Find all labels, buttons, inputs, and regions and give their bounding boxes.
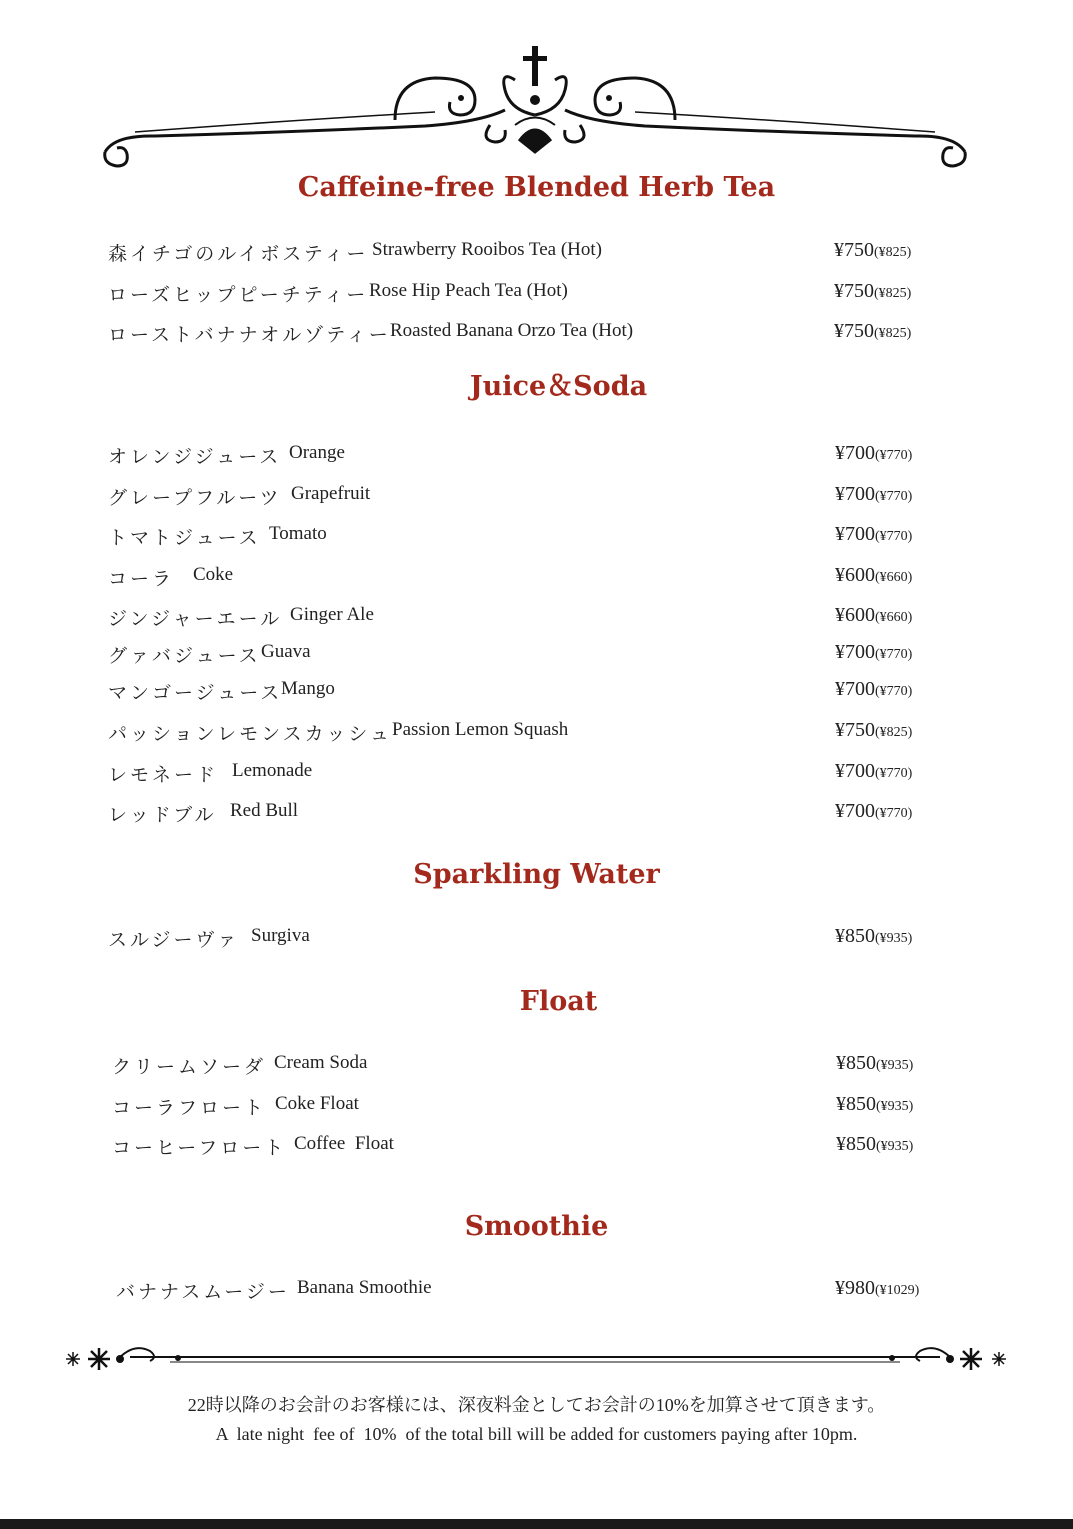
price-value: ¥850 <box>835 925 875 947</box>
item-price <box>835 564 912 587</box>
price-with-tax: (¥770) <box>875 647 913 662</box>
item-name-jp: トマトジュース <box>108 528 261 549</box>
item-price <box>835 483 912 506</box>
list-item <box>108 483 708 513</box>
item-name-jp: バナナスムージー <box>116 1282 290 1303</box>
price-value: ¥700 <box>835 678 875 700</box>
list-item <box>116 1277 716 1307</box>
bottom-divider-icon <box>60 1335 1010 1380</box>
price-value: ¥750 <box>835 719 875 741</box>
item-price <box>836 1133 913 1156</box>
price-with-tax: (¥770) <box>875 684 913 699</box>
price-value: ¥700 <box>835 442 875 464</box>
list-item <box>108 523 708 553</box>
item-name-en: Orange <box>289 442 345 463</box>
item-name-jp: パッションレモンスカッシュ <box>108 724 393 745</box>
item-price <box>835 442 912 465</box>
item-price <box>835 719 912 742</box>
price-with-tax: (¥825) <box>874 286 912 301</box>
list-item <box>108 719 708 749</box>
bottom-bar <box>0 1519 1073 1529</box>
price-value: ¥700 <box>835 523 875 545</box>
list-item <box>108 320 708 350</box>
list-item <box>108 564 708 594</box>
price-with-tax: (¥770) <box>875 529 913 544</box>
price-value: ¥850 <box>836 1052 876 1074</box>
item-name-en: Coke <box>193 564 234 585</box>
item-name-en: Red Bull <box>230 800 299 821</box>
price-value: ¥980 <box>835 1277 875 1299</box>
price-value: ¥700 <box>835 483 875 505</box>
price-value: ¥600 <box>835 564 875 586</box>
item-name-en: Mango <box>281 678 335 699</box>
item-price <box>835 678 912 701</box>
item-name-en: Passion Lemon Squash <box>392 719 569 740</box>
price-with-tax: (¥935) <box>876 1099 914 1114</box>
list-item <box>108 604 708 634</box>
price-value: ¥600 <box>835 604 875 626</box>
item-name-en: Tomato <box>269 523 327 544</box>
section-title-herb-tea: Caffeine-free Blended Herb Tea <box>297 172 776 203</box>
list-item <box>108 239 708 269</box>
list-item <box>108 641 708 671</box>
item-name-jp: グァバジュース <box>108 646 261 667</box>
list-item <box>108 760 708 790</box>
item-price <box>835 604 912 627</box>
price-with-tax: (¥825) <box>874 326 912 341</box>
item-name-en: Roasted Banana Orzo Tea (Hot) <box>390 320 634 341</box>
price-value: ¥850 <box>836 1093 876 1115</box>
price-value: ¥700 <box>835 800 875 822</box>
price-value: ¥750 <box>834 239 874 261</box>
item-name-en: Grapefruit <box>291 483 371 504</box>
item-name-jp: クリームソーダ <box>112 1057 267 1078</box>
item-name-en: Rose Hip Peach Tea (Hot) <box>369 280 568 301</box>
item-name-jp: ローズヒップピーチティー <box>108 285 369 306</box>
price-with-tax: (¥935) <box>876 1139 914 1154</box>
item-price <box>835 1277 919 1300</box>
section-title-sparkling-water: Sparkling Water <box>413 859 660 890</box>
item-name-en: Strawberry Rooibos Tea (Hot) <box>372 239 602 260</box>
price-with-tax: (¥660) <box>875 610 913 625</box>
price-value: ¥850 <box>836 1133 876 1155</box>
item-name-jp: 森イチゴのルイボスティー <box>108 244 369 265</box>
item-name-jp: グレープフルーツ <box>108 488 282 509</box>
section-title-juice-soda: Juice＆Soda <box>469 371 648 402</box>
item-name-en: Surgiva <box>251 925 310 946</box>
price-with-tax: (¥935) <box>875 931 913 946</box>
top-ornament-icon <box>95 40 975 180</box>
item-price <box>835 800 912 823</box>
list-item <box>112 1093 712 1123</box>
price-value: ¥750 <box>834 320 874 342</box>
item-name-jp: スルジーヴァ <box>108 930 240 951</box>
price-value: ¥750 <box>834 280 874 302</box>
list-item <box>108 925 708 955</box>
list-item <box>108 442 708 472</box>
item-name-jp: コーラ <box>108 569 175 590</box>
item-price <box>835 641 912 664</box>
list-item <box>108 678 708 708</box>
item-price <box>834 320 911 343</box>
price-with-tax: (¥770) <box>875 766 913 781</box>
item-name-jp: コーラフロート <box>112 1098 267 1119</box>
list-item <box>112 1133 712 1163</box>
price-with-tax: (¥770) <box>875 489 913 504</box>
price-value: ¥700 <box>835 760 875 782</box>
list-item <box>108 280 708 310</box>
item-price <box>835 925 912 948</box>
item-name-en: Coffee Float <box>294 1133 394 1154</box>
item-name-jp: ジンジャーエール <box>108 609 283 630</box>
item-name-en: Coke Float <box>275 1093 359 1114</box>
item-name-en: Lemonade <box>232 760 313 781</box>
price-with-tax: (¥770) <box>875 448 913 463</box>
item-name-jp: オレンジジュース <box>108 447 282 468</box>
list-item <box>108 800 708 830</box>
price-with-tax: (¥825) <box>875 725 913 740</box>
item-price <box>834 280 911 303</box>
item-name-en: Banana Smoothie <box>297 1277 432 1298</box>
section-title-smoothie: Smoothie <box>464 1211 609 1242</box>
item-name-jp: コーヒーフロート <box>112 1138 287 1159</box>
price-with-tax: (¥1029) <box>875 1283 920 1298</box>
item-name-jp: マンゴージュース <box>108 683 283 704</box>
item-price <box>835 523 912 546</box>
item-price <box>836 1052 913 1075</box>
item-name-jp: ローストバナナオルゾティー <box>108 325 391 346</box>
late-night-fee-note-en: A late night fee of 10% of the total bill will be added for customers paying after 10pm. <box>215 1424 858 1444</box>
item-name-en: Ginger Ale <box>290 604 374 625</box>
list-item <box>112 1052 712 1082</box>
price-with-tax: (¥770) <box>875 806 913 821</box>
price-with-tax: (¥660) <box>875 570 913 585</box>
late-night-fee-note-jp: 22時以降のお会計のお客様には、深夜料金としてお会計の10%を加算させて頂きます。 <box>187 1395 886 1415</box>
price-with-tax: (¥825) <box>874 245 912 260</box>
item-price <box>836 1093 913 1116</box>
item-price <box>834 239 911 262</box>
item-name-en: Guava <box>261 641 311 662</box>
item-name-en: Cream Soda <box>274 1052 368 1073</box>
section-title-float: Float <box>519 986 598 1017</box>
item-name-jp: レモネード <box>108 765 219 786</box>
item-name-jp: レッドブル <box>108 805 217 826</box>
item-price <box>835 760 912 783</box>
price-value: ¥700 <box>835 641 875 663</box>
price-with-tax: (¥935) <box>876 1058 914 1073</box>
